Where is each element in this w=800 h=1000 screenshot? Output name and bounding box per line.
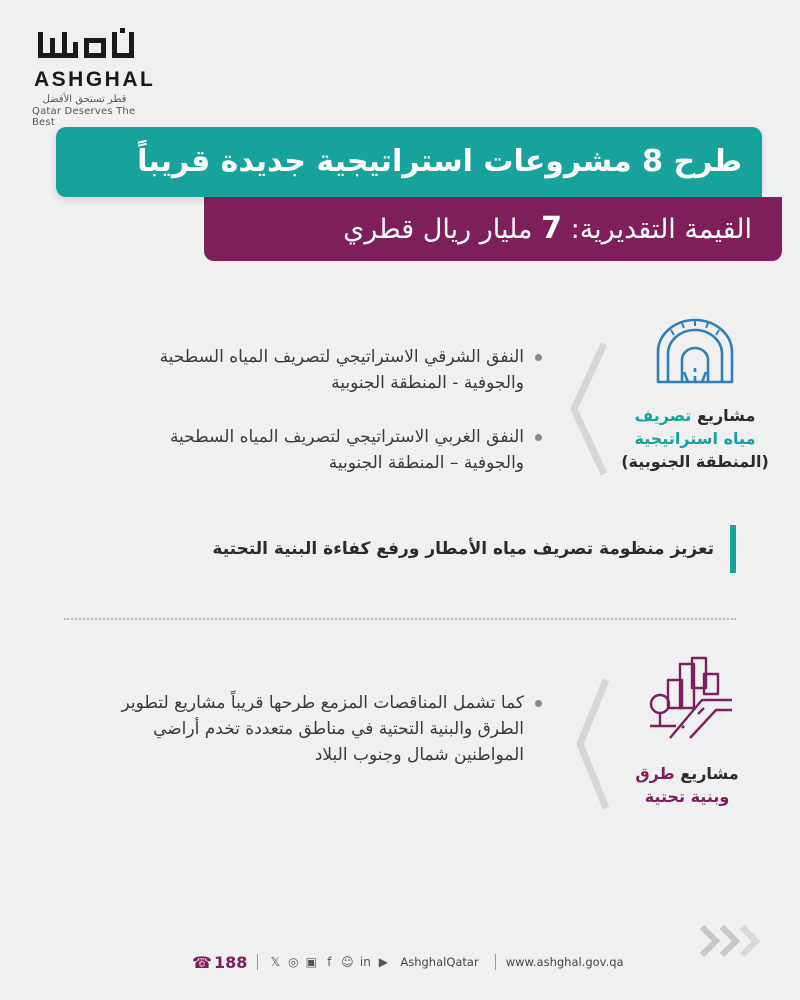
section1-label-line3: (المنطقة الجنوبية) (621, 452, 769, 471)
value-suffix: مليار ريال قطري (343, 214, 533, 245)
section1-label-word2: تصريف (634, 406, 692, 425)
section1-bullet: النفق الغربي الاستراتيجي لتصريف المياه السطحية والجوفية – المنطقة الجنوبية (124, 424, 544, 476)
value-prefix: القيمة التقديرية: (570, 214, 752, 245)
hotline-number: 188 (213, 952, 248, 972)
estimated-value (343, 197, 752, 261)
social-icons (268, 955, 390, 969)
facebook-icon[interactable]: f (327, 955, 332, 969)
section1-label-word1: مشاريع (697, 406, 756, 425)
page-title: طرح 8 مشروعات استراتيجية جديدة قريباً (137, 144, 742, 179)
section2-label-word1: مشاريع (680, 764, 739, 783)
chevron-left-icon (574, 680, 610, 808)
ashghal-logo (32, 28, 156, 128)
highlight-statement: تعزيز منظومة تصريف مياه الأمطار ورفع كفاءة البنية التحتية (136, 525, 736, 573)
logo-wordmark: ASHGHAL (34, 68, 156, 91)
phone-icon: ☎ (192, 952, 212, 972)
chevron-left-icon (568, 344, 608, 474)
footer-separator (495, 954, 496, 970)
value-banner (204, 197, 782, 261)
section1-label (610, 404, 780, 473)
website-link[interactable]: www.ashghal.gov.qa (505, 955, 624, 969)
section1-bullet: النفق الشرقي الاستراتيجي لتصريف المياه السطحية والجوفية - المنطقة الجنوبية (124, 344, 544, 396)
section2-label-word2: طرق (635, 764, 675, 783)
snapchat-icon[interactable]: ☺ (341, 955, 354, 969)
section2-bullet: كما تشمل المناقصات المزمع طرحها قريباً مشاريع لتطوير الطرق والبنية التحتية في مناطق متعددة تخدم أراضي المواطنين شمال وجنوب البلاد (104, 690, 544, 768)
logo-tagline-ar: قطر تستحق الأفضل (42, 94, 127, 105)
hotline[interactable] (192, 953, 247, 972)
section-divider (64, 618, 736, 620)
logo-tagline-en: Qatar Deserves The Best (32, 106, 136, 128)
section1-label-line2: مياه استراتيجية (634, 429, 756, 448)
instagram-icon[interactable]: ▣ (305, 955, 318, 969)
footer (192, 948, 624, 976)
x-icon[interactable]: 𝕏 (270, 955, 281, 969)
section2-label (612, 762, 762, 808)
linkedin-icon[interactable]: in (359, 955, 371, 969)
double-chevron-icon (698, 925, 768, 961)
tunnel-icon (654, 318, 736, 388)
road-buildings-icon (646, 654, 736, 744)
section2-label-line2: وبنية تحتية (644, 787, 730, 806)
whatsapp-icon[interactable]: ◎ (288, 955, 299, 969)
social-handle[interactable]: AshghalQatar (400, 955, 479, 969)
ashghal-logo-mark (32, 28, 156, 91)
youtube-icon[interactable]: ▶ (378, 955, 388, 969)
value-amount: 7 (541, 211, 562, 246)
footer-separator (257, 954, 258, 970)
title-banner (56, 127, 762, 197)
